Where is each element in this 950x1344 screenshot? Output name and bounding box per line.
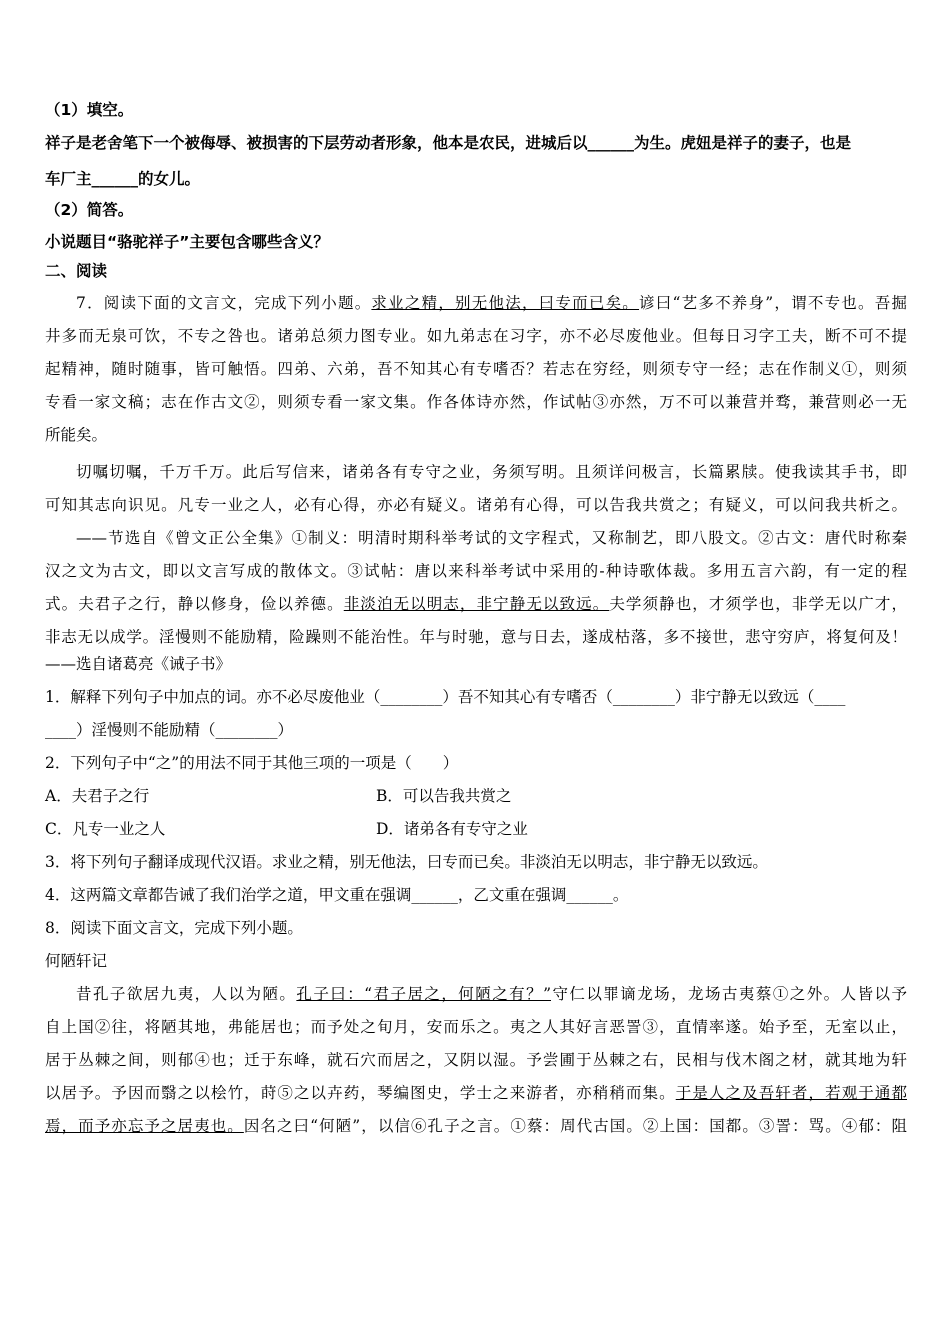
source-citation: ——选自诸葛亮《诫子书》 xyxy=(45,655,232,673)
q1-short-answer: 小说题目“骆驼祥子”主要包含哪些含义？ xyxy=(45,233,329,251)
underlined-sentence: 焉，而予亦忘予之居夷也。 xyxy=(45,1117,244,1135)
q7-sub3: 3．将下列句子翻译成现代汉语。求业之精，别无他法，曰专而已矣。非淡泊无以明志，非宁静无以致远。 xyxy=(45,853,768,871)
underlined-sentence: 于是人之及吾轩者，若观于通都 xyxy=(675,1084,907,1102)
option-row xyxy=(45,813,907,846)
q1-part1-heading: （1）填空。 xyxy=(45,101,134,119)
q7-passage-a xyxy=(45,287,907,452)
text-span: 昔孔子欲居九夷，人以为陋。 xyxy=(76,985,297,1003)
q7-sub2: 2．下列句子中“之”的用法不同于其他三项的一项是（ ） xyxy=(45,754,459,772)
passage-line: 可知其志向识见。凡专一业之人，必有心得，亦必有疑义。诸弟有心得，可以告我共赏之；有疑义，可以问我共析之。 xyxy=(45,496,907,514)
q8-intro: 8．阅读下面文言文，完成下列小题。 xyxy=(45,919,303,937)
text-span: 因名之曰“何陋”，以信⑥孔子之言。①蔡：周代古国。②上国：国都。③詈：骂。④郁：阻 xyxy=(243,1117,907,1135)
option-row xyxy=(45,780,907,813)
option-d[interactable]: D．诸弟各有专守之业 xyxy=(376,820,528,838)
passage-line: 居于丛棘之间，则郁④也；迁于东峰，就石穴而居之，又阴以湿。予尝圃于丛棘之右，民相与伐木阁之材，就其地为轩 xyxy=(45,1051,907,1069)
passage-line xyxy=(45,1110,907,1143)
text-span: 谚曰“艺多不养身”，谓不专也。吾掘 xyxy=(639,294,907,312)
option-b[interactable]: B．可以告我共赏之 xyxy=(376,787,512,805)
document-page xyxy=(45,96,907,1143)
q7-notes-and-passage-b xyxy=(45,522,907,654)
underlined-sentence: 求业之精，别无他法，曰专而已矣。 xyxy=(371,294,640,312)
q8-passage xyxy=(45,978,907,1143)
q7-sub1-line-2: ____）淫慢则不能励精（________） xyxy=(45,721,294,739)
text-span: 以居予。予因而翳之以桧竹，莳⑤之以卉药，琴编图史，学士之来游者，亦稍稍而集。 xyxy=(45,1084,676,1102)
q1-part2-heading: （2）简答。 xyxy=(45,201,134,219)
passage-line xyxy=(45,1077,907,1110)
q1-fill-line-1: 祥子是老舍笔下一个被侮辱、被损害的下层劳动者形象，他本是农民，进城后以______为生。虎妞是祥子的妻子，也是 xyxy=(45,134,852,152)
q1-fill-line-2: 车厂主______的女儿。 xyxy=(45,170,201,188)
q7-sub1-line-1: 1．解释下列句子中加点的词。亦不必尽废他业（________）吾不知其心有专嗜否（________）非宁静无以致远（____ xyxy=(45,688,846,706)
text-span: 守仁以罪谪龙场，龙场古夷蔡①之外。人皆以予 xyxy=(551,985,907,1003)
option-a[interactable]: A．夫君子之行 xyxy=(45,787,150,805)
underlined-sentence: 非淡泊无以明志，非宁静无以致远。 xyxy=(343,595,610,613)
passage-line: 非志无以成学。淫慢则不能励精，险躁则不能治性。年与时驰，意与日去，遂成枯落，多不接世，悲守穷庐，将复何及！ xyxy=(45,628,907,646)
passage-line: 自上国②往，将陋其地，弗能居也；而予处之旬月，安而乐之。夷之人其好言恶詈③，直情率遂。始予至，无室以止， xyxy=(45,1018,907,1036)
text-span: 式。夫君子之行，静以修身，俭以养德。 xyxy=(45,595,344,613)
passage-line: 切嘱切嘱，千万千万。此后写信来，诸弟各有专守之业，务须写明。且须详问极言，长篇累牍。使我读其手书，即 xyxy=(76,463,907,481)
q7-passage-a-2 xyxy=(45,456,907,522)
passage-line: ——节选自《曾文正公全集》①制义：明清时期科举考试的文字程式，又称制艺，即八股文。②古文：唐代时称秦 xyxy=(76,529,907,547)
passage-line xyxy=(45,588,907,621)
underlined-sentence: 孔子曰：“君子居之，何陋之有？” xyxy=(296,985,551,1003)
q7-sub4: 4．这两篇文章都告诫了我们治学之道，甲文重在强调______，乙文重在强调______。 xyxy=(45,886,629,904)
q8-passage-title: 何陋轩记 xyxy=(45,952,108,970)
text-span: 7．阅读下面的文言文，完成下列小题。 xyxy=(76,294,372,312)
passage-line: 汉之文为古文，即以文言写成的散体文。③试帖：唐以来科举考试中采用的-种诗歌体裁。多用五言六韵，有一定的程 xyxy=(45,562,907,580)
option-c[interactable]: C．凡专一业之人 xyxy=(45,820,166,838)
passage-line: 井多而无泉可饮，不专之咎也。诸弟总须力图专业。如九弟志在习字，亦不必尽废他业。但每日习字工夫，断不可不提 xyxy=(45,327,907,345)
passage-line: 起精神，随时随事，皆可触悟。四弟、六弟，吾不知其心有专嗜否？若志在穷经，则须专守一经；志在作制义①，则须 xyxy=(45,360,907,378)
text-span: 夫学须静也，才须学也，非学无以广才， xyxy=(609,595,907,613)
passage-line: 所能矣。 xyxy=(45,426,108,444)
passage-line xyxy=(45,287,907,320)
passage-line: 专看一家文稿；志在作古文②，则须专看一家文集。作各体诗亦然，作试帖③亦然，万不可以兼营并骛，兼营则必一无 xyxy=(45,393,907,411)
passage-line xyxy=(45,978,907,1011)
section-title: 二、阅读 xyxy=(45,262,108,280)
